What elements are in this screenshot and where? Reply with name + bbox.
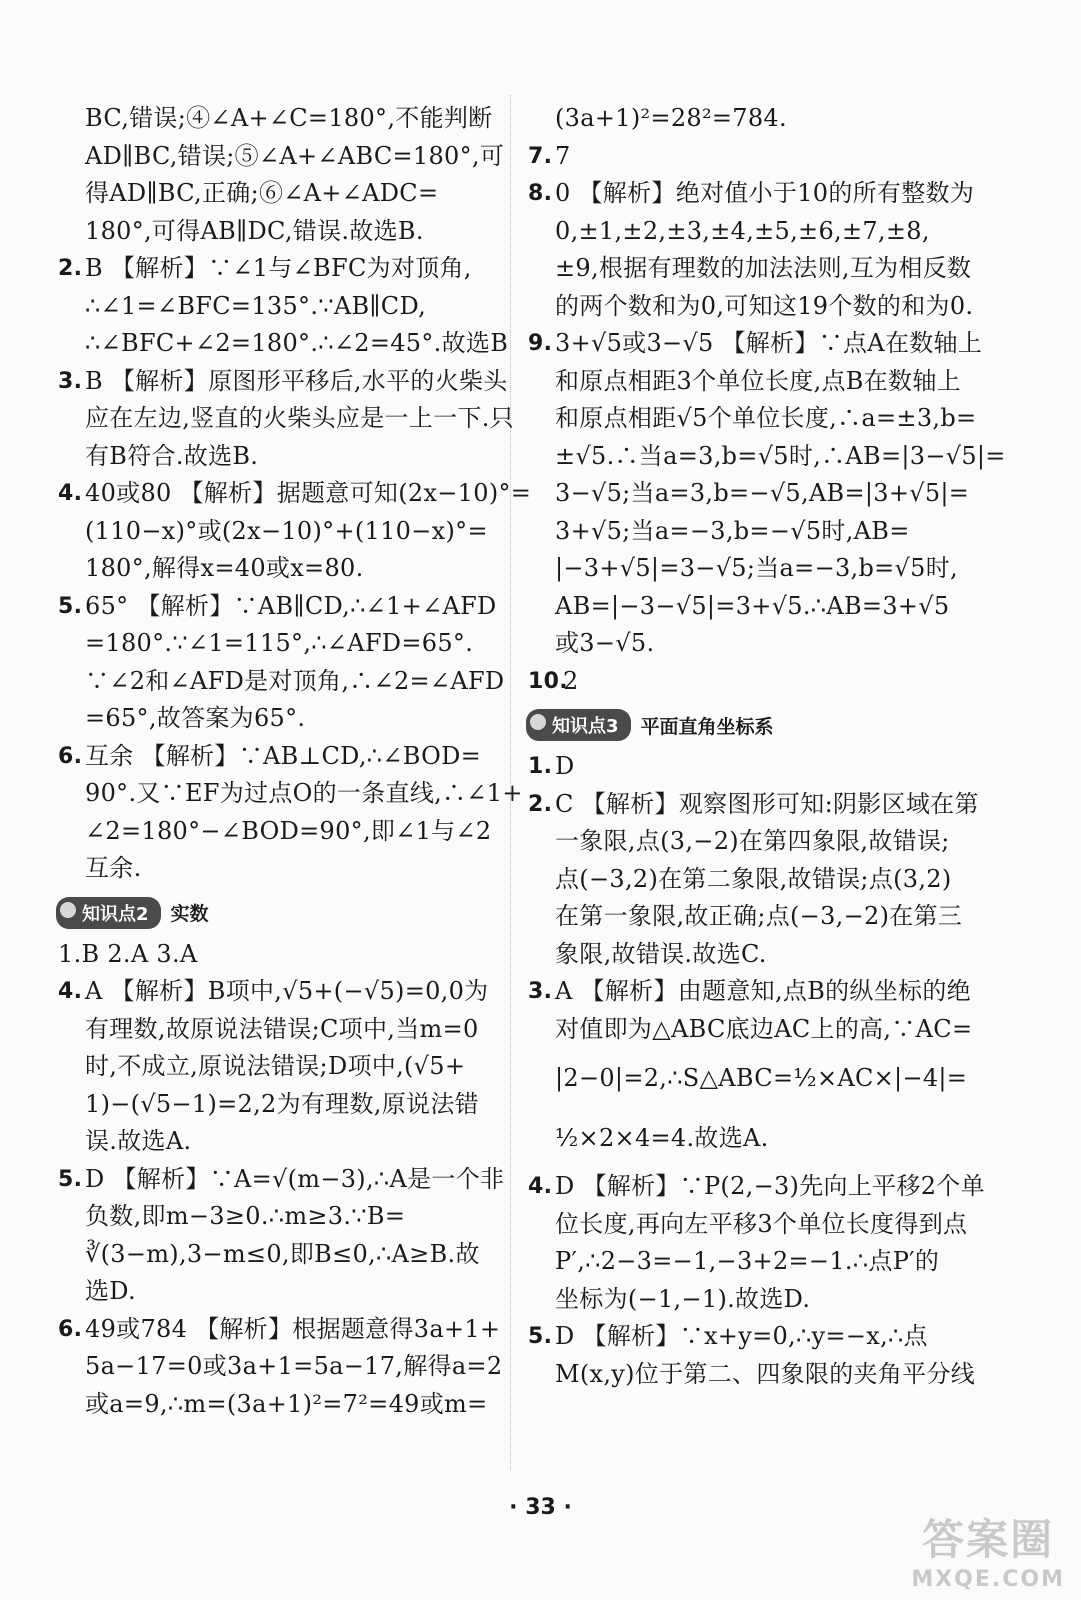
answer-s2-q6-continued bbox=[528, 100, 958, 138]
text-line: A 【解析】由题意知,点B的纵坐标的绝 bbox=[555, 977, 971, 1005]
answer-q6 bbox=[58, 738, 523, 888]
page-number: · 33 · bbox=[509, 1495, 572, 1520]
answer-number: 4. bbox=[58, 979, 83, 1004]
text-line: 误.故选A. bbox=[85, 1127, 192, 1155]
answer-number: 2. bbox=[528, 791, 553, 817]
text-line: 7 bbox=[555, 141, 571, 170]
text-line: 互余 【解析】∵AB⊥CD,∴∠BOD= bbox=[85, 741, 482, 770]
text-line: 互余. bbox=[85, 854, 142, 882]
text-line: ∵∠2和∠AFD是对顶角,∴∠2=∠AFD bbox=[85, 666, 505, 695]
text-line: 2 bbox=[563, 666, 579, 695]
answer-s2-q8 bbox=[528, 175, 975, 325]
answer-s3-q4 bbox=[528, 1168, 985, 1318]
answer-number: 3. bbox=[528, 979, 553, 1004]
text-line: 负数,即m−3≥0.∴m≥3.∵B= bbox=[85, 1202, 406, 1230]
text-line: 49或784 【解析】根据题意得3a+1+ bbox=[85, 1314, 501, 1343]
text-line: |2−0|=2,∴S△ABC=½×AC×|−4|= bbox=[555, 1064, 968, 1092]
answer-q1-continued bbox=[58, 100, 505, 250]
text-line: 0,±1,±2,±3,±4,±5,±6,±7,±8, bbox=[555, 216, 930, 245]
text-line: 对值即为△ABC底边AC上的高,∵AC= bbox=[555, 1014, 973, 1043]
text-line: 在第一象限,故正确;点(−3,−2)在第三 bbox=[555, 902, 963, 930]
text-line: 180°,可得AB∥DC,错误.故选B. bbox=[85, 216, 424, 245]
text-line: 一象限,点(3,−2)在第四象限,故错误; bbox=[555, 827, 950, 855]
answer-q3 bbox=[58, 363, 514, 476]
text-line: 0 【解析】绝对值小于10的所有整数为 bbox=[555, 179, 975, 207]
answer-number: 3. bbox=[58, 368, 83, 394]
section-title: 实数 bbox=[170, 903, 209, 925]
text-line: 90°.又∵EF为过点O的一条直线,∴∠1+ bbox=[85, 779, 523, 807]
text-line: 或3−√5. bbox=[555, 629, 655, 657]
text-line: ∠2=180°−∠BOD=90°,即∠1与∠2 bbox=[85, 816, 492, 845]
answer-number: 9. bbox=[528, 331, 553, 356]
text-line: D bbox=[555, 752, 575, 780]
answer-q5 bbox=[58, 588, 505, 738]
text-line: 1)−(√5−1)=2,2为有理数,原说法错 bbox=[85, 1089, 479, 1118]
text-line: D 【解析】∵x+y=0,∴y=−x,∴点 bbox=[555, 1322, 928, 1350]
text-line: 应在左边,竖直的火柴头应是一上一下.只 bbox=[85, 404, 514, 432]
answer-number: 6. bbox=[58, 1316, 83, 1342]
answer-q4 bbox=[58, 475, 532, 588]
answer-number: 5. bbox=[58, 1166, 83, 1192]
text-line: ∴∠1=∠BFC=135°.∵AB∥CD, bbox=[85, 291, 427, 320]
text-line: M(x,y)位于第二、四象限的夹角平分线 bbox=[555, 1359, 976, 1388]
text-line: D 【解析】∵A=√(m−3),∴A是一个非 bbox=[85, 1164, 505, 1193]
text-line: P′,∴2−3=−1,−3+2=−1.∴点P′的 bbox=[555, 1247, 940, 1275]
text-line: 象限,故错误.故选C. bbox=[555, 939, 767, 968]
answer-s3-q2 bbox=[528, 786, 979, 974]
answer-number: 4. bbox=[58, 481, 83, 506]
text-line: 5a−17=0或3a+1=5a−17,解得a=2 bbox=[85, 1352, 503, 1380]
answer-number: 1. bbox=[528, 754, 553, 779]
text-line: 3−√5;当a=3,b=−√5,AB=|3+√5|= bbox=[555, 479, 970, 507]
text-line: 的两个数和为0,可知这19个数的和为0. bbox=[555, 291, 974, 320]
text-line: ±√5.∴当a=3,b=√5时,∴AB=|3−√5|= bbox=[555, 441, 1006, 470]
text-line: ∴∠BFC+∠2=180°.∴∠2=45°.故选B bbox=[85, 329, 509, 357]
answer-s2-q7 bbox=[528, 138, 958, 176]
answer-s2-q5 bbox=[58, 1161, 505, 1311]
text-line: (110−x)°或(2x−10)°+(110−x)°= bbox=[85, 516, 488, 545]
text-line: 或a=9,∴m=(3a+1)²=7²=49或m= bbox=[85, 1389, 488, 1418]
text-line: ∛(3−m),3−m≤0,即B≤0,∴A≥B.故 bbox=[85, 1239, 480, 1268]
text-line: ±9,根据有理数的加法法则,互为相反数 bbox=[555, 254, 972, 282]
text-line: 位长度,再向左平移3个单位长度得到点 bbox=[555, 1209, 968, 1238]
text-line: B 【解析】原图形平移后,水平的火柴头 bbox=[85, 366, 508, 395]
answer-s3-q1 bbox=[528, 748, 958, 786]
text-line: 40或80 【解析】据题意可知(2x−10)°= bbox=[85, 479, 532, 507]
text-line: D 【解析】∵P(2,−3)先向上平移2个单 bbox=[555, 1172, 985, 1200]
section-header-coordinate-system bbox=[526, 710, 958, 740]
watermark-text: 答案圈 bbox=[922, 1515, 1055, 1564]
answers-s2-q1-q3: 1.B 2.A 3.A bbox=[58, 939, 198, 968]
text-line: 和原点相距√5个单位长度,∴a=±3,b= bbox=[555, 404, 977, 432]
watermark-logo bbox=[911, 1507, 1065, 1592]
text-line: 3+√5;当a=−3,b=−√5时,AB= bbox=[555, 516, 910, 545]
text-line: A 【解析】B项中,√5+(−√5)=0,0为 bbox=[85, 977, 489, 1005]
text-line: 得AD∥BC,正确;⑥∠A+∠ADC= bbox=[85, 179, 439, 207]
section-header-real-numbers bbox=[56, 898, 490, 928]
answer-q2 bbox=[58, 250, 509, 363]
text-line: C 【解析】观察图形可知:阴影区域在第 bbox=[555, 789, 979, 818]
answer-s2-q4 bbox=[58, 973, 490, 1161]
text-line: 坐标为(−1,−1).故选D. bbox=[555, 1284, 811, 1313]
answer-number: 8. bbox=[528, 181, 553, 206]
text-line: B 【解析】∵∠1与∠BFC为对顶角, bbox=[85, 254, 472, 282]
answer-s2-q10 bbox=[528, 663, 958, 701]
text-line: 和原点相距3个单位长度,点B在数轴上 bbox=[555, 366, 961, 395]
text-line: ½×2×4=4.故选A. bbox=[555, 1124, 769, 1152]
text-line: 180°,解得x=40或x=80. bbox=[85, 554, 364, 582]
text-line: 选D. bbox=[85, 1277, 136, 1305]
text-line: =65°,故答案为65°. bbox=[85, 704, 306, 732]
text-line: (3a+1)²=28²=784. bbox=[555, 104, 787, 132]
text-line: 65° 【解析】∵AB∥CD,∴∠1+∠AFD bbox=[85, 591, 497, 620]
left-column bbox=[58, 100, 532, 1423]
answer-number: 7. bbox=[528, 143, 553, 169]
answer-number: 4. bbox=[528, 1174, 553, 1199]
right-column bbox=[528, 100, 1006, 1393]
text-line: =180°.∵∠1=115°,∴∠AFD=65°. bbox=[85, 629, 474, 657]
text-line: 3+√5或3−√5 【解析】∵点A在数轴上 bbox=[555, 329, 983, 357]
answer-number: 6. bbox=[58, 743, 83, 769]
text-line: 有B符合.故选B. bbox=[85, 441, 259, 470]
text-line: AB=|−3−√5|=3+√5.∴AB=3+√5 bbox=[555, 591, 950, 620]
watermark-url: MXQE.COM bbox=[911, 1567, 1065, 1592]
answer-s2-q9 bbox=[528, 325, 1006, 663]
section-title: 平面直角坐标系 bbox=[640, 715, 774, 738]
section-badge: 知识点2 bbox=[56, 897, 161, 929]
answer-s3-q3 bbox=[528, 973, 973, 1168]
answer-number: 2. bbox=[58, 256, 83, 281]
text-line: 有理数,故原说法错误;C项中,当m=0 bbox=[85, 1014, 479, 1043]
answer-s2-q6 bbox=[58, 1311, 503, 1424]
answer-number: 5. bbox=[58, 593, 83, 619]
text-line: 点(−3,2)在第二象限,故错误;点(3,2) bbox=[555, 864, 952, 893]
answer-number: 10. bbox=[528, 668, 568, 694]
answer-number: 5. bbox=[528, 1324, 553, 1349]
section-badge: 知识点3 bbox=[526, 709, 631, 741]
answer-s3-q5 bbox=[528, 1318, 976, 1393]
text-line: |−3+√5|=3−√5;当a=−3,b=√5时, bbox=[555, 554, 958, 582]
text-line: BC,错误;④∠A+∠C=180°,不能判断 bbox=[85, 104, 493, 132]
text-line: AD∥BC,错误;⑤∠A+∠ABC=180°,可 bbox=[85, 141, 505, 170]
text-line: 时,不成立,原说法错误;D项中,(√5+ bbox=[85, 1052, 466, 1080]
